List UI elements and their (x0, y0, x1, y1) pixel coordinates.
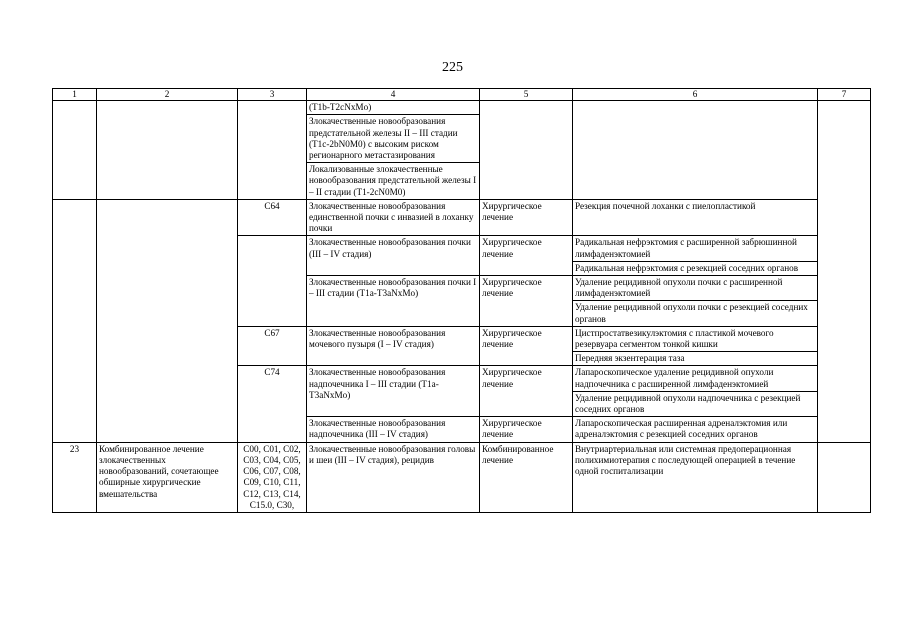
method-a: Цистпростатвезикулэктомия с пластикой мочевого резервуара сегментом тонкой кишки (575, 327, 774, 350)
method-cell (573, 276, 818, 327)
method-cell: Лапароскопическая расширенная адреналэктомия или адреналэктомия с резекцией соседних органов (573, 417, 818, 442)
condition-cell: Злокачественные новообразования надпочечника I – III стадии (T1a-T3aNxMo) (307, 366, 480, 417)
code-cell: C00, C01, C02, C03, C04, C05, C06, C07, C08, C09, C10, C11, C12, C13, C14, C15.0, C30, (238, 442, 307, 512)
header-cell: 5 (480, 89, 573, 101)
empty-cell (97, 199, 238, 442)
table-row (53, 199, 871, 236)
treatment-cell: Хирургическое лечение (480, 417, 573, 442)
header-cell: 3 (238, 89, 307, 101)
treatment-cell: Комбинированное лечение (480, 442, 573, 512)
header-cell: 2 (97, 89, 238, 101)
empty-cell (238, 101, 307, 200)
page-number: 225 (442, 60, 463, 75)
empty-cell (818, 442, 871, 512)
table-row (53, 101, 871, 115)
empty-cell (480, 101, 573, 200)
treatment-cell: Хирургическое лечение (480, 236, 573, 276)
empty-cell (97, 101, 238, 200)
empty-cell (238, 236, 307, 326)
header-cell: 4 (307, 89, 480, 101)
code-cell: C64 (238, 199, 307, 236)
condition-cell: Злокачественные новообразования головы и шеи (III – IV стадия), рецидив (307, 442, 480, 512)
condition-cell: Злокачественные новообразования мочевого пузыря (I – IV стадия) (307, 326, 480, 366)
condition-cell: Локализованные злокачественные новообразования предстательной железы I – II стадии (T1-2cN0M0) (307, 163, 480, 200)
header-cell: 7 (818, 89, 871, 101)
treatment-cell: Хирургическое лечение (480, 276, 573, 327)
method-b: Радикальная нефрэктомия с резекцией соседних органов (573, 261, 817, 274)
method-cell (573, 326, 818, 366)
method-cell: Резекция почечной лоханки с пиелопластикой (573, 199, 818, 236)
method-a: Удаление рецидивной опухоли почки с расширенной лимфаденэктомией (575, 277, 783, 299)
treatment-cell: Хирургическое лечение (480, 199, 573, 236)
empty-cell (53, 101, 97, 200)
method-b: Удаление рецидивной опухоли почки с резекцией соседних органов (573, 300, 817, 324)
table-row (53, 442, 871, 512)
header-cell: 1 (53, 89, 97, 101)
condition-cell: Злокачественные новообразования почки (III – IV стадия) (307, 236, 480, 276)
header-cell: 6 (573, 89, 818, 101)
number-cell: 23 (53, 442, 97, 512)
condition-cell: Злокачественные новообразования надпочечника (III – IV стадия) (307, 417, 480, 442)
condition-cell: Злокачественные новообразования единственной почки с инвазией в лоханку почки (307, 199, 480, 236)
method-a: Лапароскопическое удаление рецидивной опухоли надпочечника с расширенной лимфаденэктомией (575, 367, 774, 389)
condition-cell: Злокачественные новообразования предстательной железы II – III стадии (T1c-2bN0M0) с высоким риском регионарного метастазирования (307, 115, 480, 163)
method-b: Удаление рецидивной опухоли надпочечника с резекцией соседних органов (573, 391, 817, 415)
method-cell (573, 366, 818, 417)
method-cell (573, 236, 818, 276)
method-a: Радикальная нефрэктомия с расширенной забрюшинной лимфаденэктомией (575, 237, 797, 259)
empty-cell (53, 199, 97, 442)
treatment-cell: Хирургическое лечение (480, 326, 573, 366)
method-b: Передняя экзентерация таза (573, 351, 817, 364)
empty-cell (573, 101, 818, 200)
code-cell: C74 (238, 366, 307, 442)
empty-cell (818, 101, 871, 442)
header-row (53, 89, 871, 101)
code-cell: C67 (238, 326, 307, 366)
treatment-cell: Хирургическое лечение (480, 366, 573, 417)
condition-cell: (T1b-T2cNxMo) (307, 101, 480, 115)
condition-cell: Злокачественные новообразования почки I – III стадии (T1a-T3aNxMo) (307, 276, 480, 327)
method-cell: Внутриартериальная или системная предоперационная полихимиотерапия с последующей операцией в течение одной госпитализации (573, 442, 818, 512)
procedures-table (52, 88, 871, 513)
name-cell: Комбинированное лечение злокачественных новообразований, сочетающее обширные хирургические вмешательства (97, 442, 238, 512)
